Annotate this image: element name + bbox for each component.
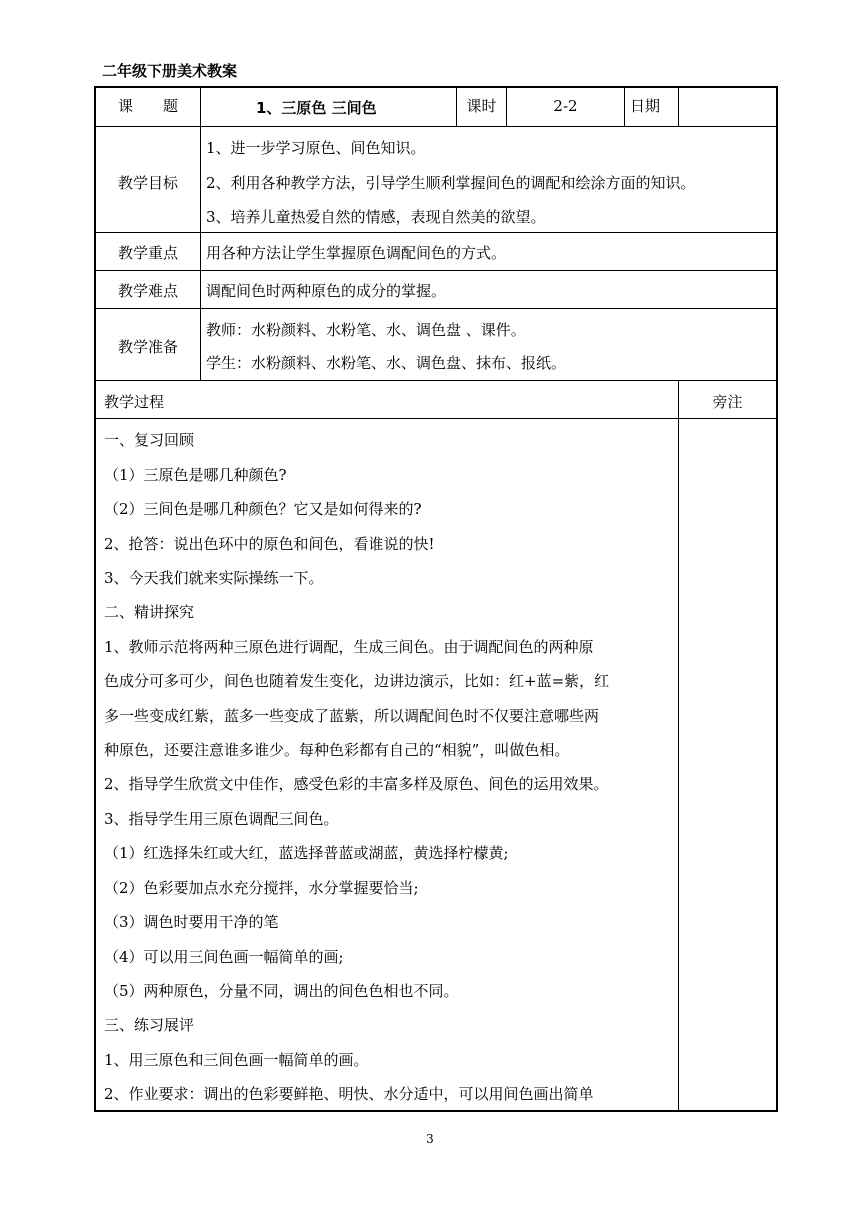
period-label: 课时 — [466, 97, 497, 115]
page-number: 3 — [426, 1132, 434, 1146]
date-label: 日期 — [630, 97, 661, 115]
preparation-teacher: 教师：水粉颜料、水粉笔、水、调色盘 、课件。 — [206, 321, 526, 339]
goal-item: 2、利用各种教学方法，引导学生顺利掌握间色的调配和绘涂方面的知识。 — [206, 174, 696, 192]
goals-label: 教学目标 — [117, 174, 178, 192]
process-line: 种原色，还要注意谁多谁少。每种色彩都有自己的“相貌”，叫做色相。 — [104, 741, 570, 759]
preparation-label: 教学准备 — [117, 338, 178, 356]
topic-value: 1、三原色 三间色 — [256, 99, 377, 117]
process-line: 2、指导学生欣赏文中佳作，感受色彩的丰富多样及原色、间色的运用效果。 — [104, 775, 609, 793]
process-line: 1、用三原色和三间色画一幅简单的画。 — [104, 1051, 369, 1069]
difficulties-label: 教学难点 — [117, 282, 178, 300]
process-line: 色成分可多可少，间色也随着发生变化，边讲边演示，比如：红+蓝=紫，红 — [104, 672, 610, 690]
process-line: 3、指导学生用三原色调配三间色。 — [104, 810, 339, 828]
process-line: （4）可以用三间色画一幅简单的画; — [104, 948, 344, 966]
row-divider — [94, 126, 778, 127]
row-divider — [94, 232, 778, 233]
goal-item: 1、进一步学习原色、间色知识。 — [206, 139, 426, 157]
table-border-right — [776, 86, 778, 1112]
process-line: 2、作业要求：调出的色彩要鲜艳、明快、水分适中，可以用间色画出简单 — [104, 1085, 594, 1103]
row-divider — [94, 270, 778, 271]
row-divider — [94, 418, 778, 419]
process-line: （2）三间色是哪几种颜色？它又是如何得来的? — [104, 500, 422, 518]
col-divider — [678, 380, 679, 1110]
table-border-left — [94, 86, 96, 1112]
notes-label: 旁注 — [712, 393, 743, 411]
preparation-student: 学生：水粉颜料、水粉笔、水、调色盘、抹布、报纸。 — [206, 354, 567, 372]
process-label: 教学过程 — [104, 393, 165, 411]
process-line: （5）两种原色，分量不同，调出的间色色相也不同。 — [104, 982, 459, 1000]
col-divider — [624, 86, 625, 126]
process-line: （3）调色时要用干净的笔 — [104, 913, 279, 931]
difficulties-text: 调配间色时两种原色的成分的掌握。 — [206, 282, 447, 300]
process-line: 多一些变成红紫，蓝多一些变成了蓝紫，所以调配间色时不仅要注意哪些两 — [104, 707, 600, 725]
process-line: （2）色彩要加点水充分搅拌，水分掌握要恰当; — [104, 879, 419, 897]
table-border-bottom — [94, 1110, 778, 1112]
process-line: （1）三原色是哪几种颜色? — [104, 466, 287, 484]
process-line: 3、今天我们就来实际操练一下。 — [104, 569, 324, 587]
process-line: 一、复习回顾 — [104, 431, 195, 449]
topic-label: 课 题 — [117, 97, 178, 115]
process-line: 三、练习展评 — [104, 1016, 195, 1034]
col-divider — [678, 86, 679, 126]
key-points-text: 用各种方法让学生掌握原色调配间色的方式。 — [206, 244, 507, 262]
process-line: （1）红选择朱红或大红，蓝选择普蓝或湖蓝，黄选择柠檬黄; — [104, 844, 509, 862]
goal-item: 3、培养儿童热爱自然的情感，表现自然美的欲望。 — [206, 208, 546, 226]
period-value: 2-2 — [553, 97, 578, 115]
col-divider — [200, 86, 201, 126]
process-line: 二、精讲探究 — [104, 603, 195, 621]
table-border-top — [94, 86, 778, 88]
col-divider — [200, 126, 201, 380]
row-divider — [94, 308, 778, 309]
process-line: 1、教师示范将两种三原色进行调配，生成三间色。由于调配间色的两种原 — [104, 638, 594, 656]
process-line: 2、抢答：说出色环中的原色和间色，看谁说的快! — [104, 535, 435, 553]
row-divider — [94, 380, 778, 381]
key-points-label: 教学重点 — [117, 244, 178, 262]
document-title: 二年级下册美术教案 — [102, 62, 238, 80]
